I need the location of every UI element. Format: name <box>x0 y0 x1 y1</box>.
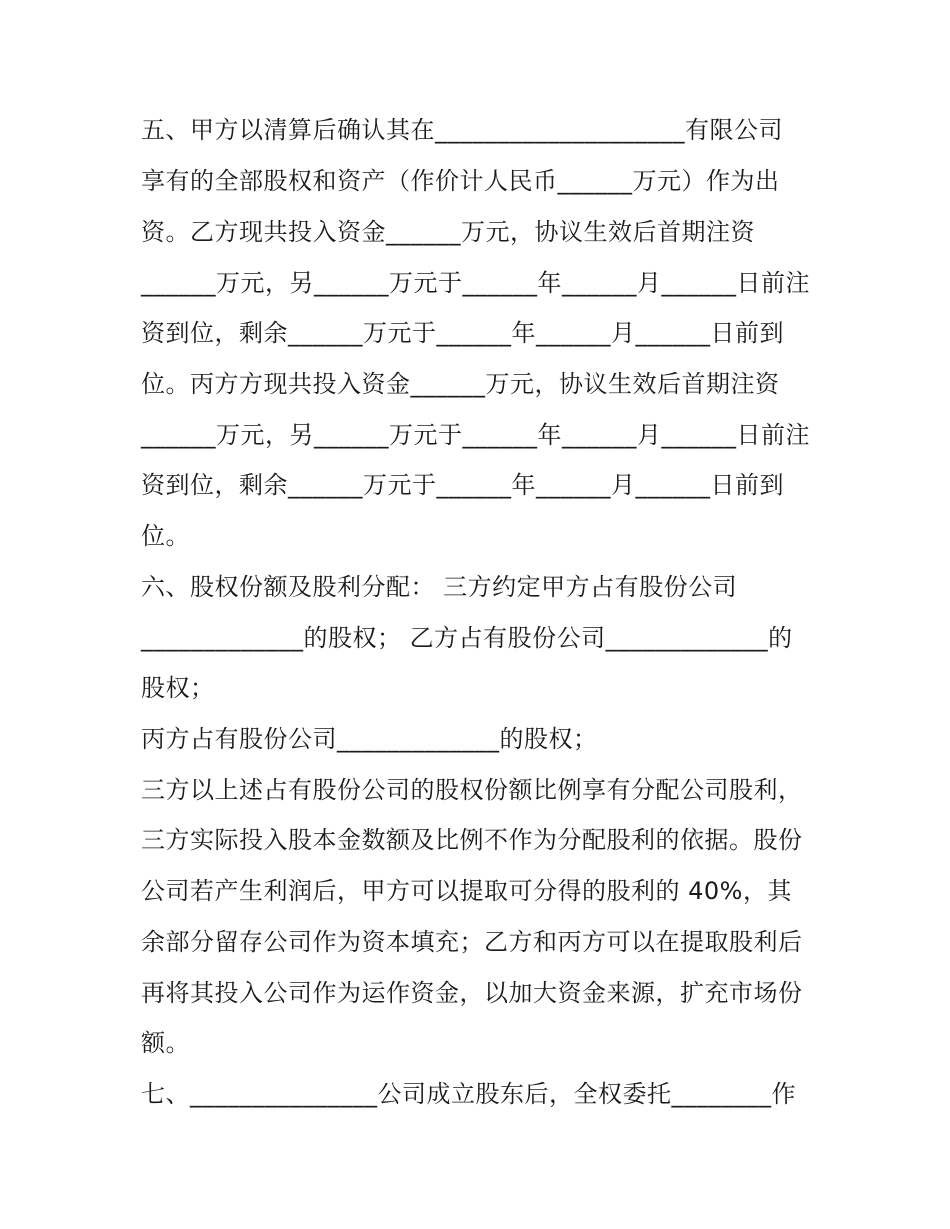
text-line: 额。 <box>141 1029 190 1057</box>
text-line: 丙方占有股份公司_____________的股权； <box>141 725 598 753</box>
text-line: ______万元，另______万元于______年______月______日前注 <box>141 421 810 449</box>
text-line: 享有的全部股权和资产（作价计人民币______万元）作为出 <box>141 167 780 195</box>
text-line: 位。丙方方现共投入资金______万元，协议生效后首期注资 <box>141 370 780 398</box>
text-line: 七、_______________公司成立股东后，全权委托________作 <box>141 1080 796 1108</box>
text-line: 五、甲方以清算后确认其在____________________有限公司 <box>141 116 783 144</box>
text-line: 余部分留存公司作为资本填充；乙方和丙方可以在提取股利后 <box>141 928 803 956</box>
text-line: 公司若产生利润后，甲方可以提取可分得的股利的 40%，其 <box>141 877 792 905</box>
text-line: 资到位，剩余______万元于______年______月______日前到 <box>141 471 784 499</box>
text-line: 三方以上述占有股份公司的股权份额比例享有分配公司股利， <box>141 776 803 804</box>
text-line: 六、股权份额及股利分配： 三方约定甲方占有股份公司 <box>141 573 738 601</box>
text-line: 再将其投入公司作为运作资金，以加大资金来源，扩充市场份 <box>141 979 803 1007</box>
text-line: ______万元，另______万元于______年______月______日前注 <box>141 269 810 297</box>
text-line: 三方实际投入股本金数额及比例不作为分配股利的依据。股份 <box>141 826 803 854</box>
text-line: 股权； <box>141 674 215 702</box>
text-line: _____________的股权； 乙方占有股份公司_____________的 <box>141 624 793 652</box>
text-line: 资。乙方现共投入资金______万元，协议生效后首期注资 <box>141 218 755 246</box>
text-line: 位。 <box>141 522 190 550</box>
text-line: 资到位，剩余______万元于______年______月______日前到 <box>141 319 784 347</box>
